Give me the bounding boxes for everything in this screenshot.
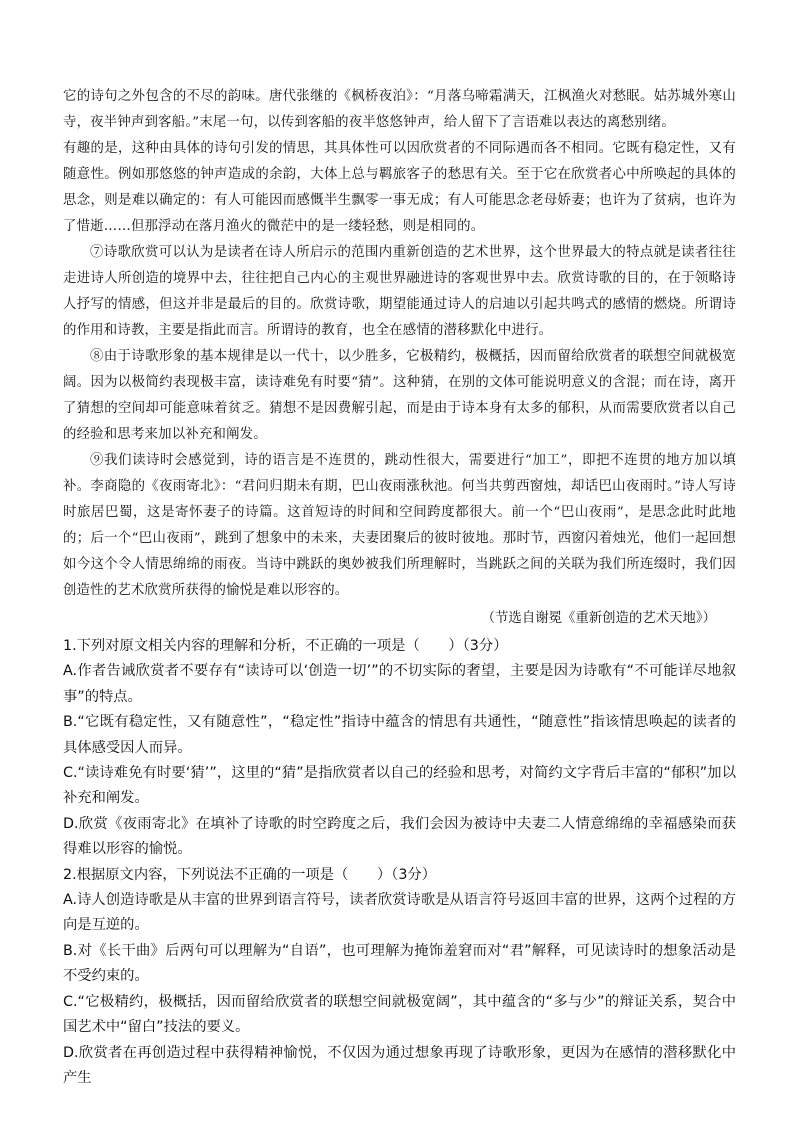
- question-2-option-a: A.诗人创造诗歌是从丰富的世界到语言符号，读者欣赏诗歌是从语言符号返回丰富的世界，这两个过程的方向是互逆的。: [63, 892, 736, 934]
- question-2-option-d: D.欣赏者在再创造过程中获得精神愉悦，不仅因为通过想象再现了诗歌形象，更因为在感情的潜移默化中产生: [63, 1044, 736, 1086]
- passage-paragraph-8: ⑧由于诗歌形象的基本规律是以一代十，以少胜多，它极精约，极概括，因而留给欣赏者的联想空间就极宽阔。因为以极简约表现极丰富，读诗难免有时要“猜”。这种猜，在别的文体可能说明意义的含混；而在诗，离开了猜想的空间却可能意味着贫乏。猜想不是因费解引起，而是由于诗本身有太多的郁积，从而需要欣赏者以自己的经验和思考来加以补充和阐发。: [63, 349, 736, 442]
- question-1-option-b: B.“它既有稳定性，又有随意性”，“稳定性”指诗中蕴含的情思有共通性，“随意性”指该情思唤起的读者的具体感受因人而异。: [63, 714, 736, 756]
- question-2-stem: 2.根据原文内容，下列说法不正确的一项是（ ）（3分）: [63, 866, 437, 883]
- question-2-option-b: B.对《长干曲》后两句可以理解为“自语”，也可理解为掩饰羞窘而对“君”解释，可见读诗时的想象活动是不受约束的。: [63, 942, 736, 985]
- passage-source: （节选自谢冕《重新创造的艺术天地》）: [481, 611, 716, 626]
- question-2-option-c: C.“它极精约，极概括，因而留给欣赏者的联想空间就极宽阔”，其中蕴含的“多与少”的辩证关系，契合中国艺术中“留白”技法的要义。: [63, 993, 736, 1036]
- passage-paragraph-continued-2: 有趣的是，这种由具体的诗句引发的情思，其具体性可以因欣赏者的不同际遇而各不相同。它既有稳定性，又有随意性。例如那悠悠的钟声造成的余韵，大体上总与羁旅客子的愁思有关。至于它在欣赏者心中所唤起的具体的思念，则是难以确定的：有人可能因而感慨半生飘零一事无成；有人可能思念老母娇妻；也许为了贫病，也许为了惜逝……但那浮动在落月渔火的微茫中的是一缕轻愁，则是相同的。: [63, 141, 736, 234]
- passage-paragraph-7: ⑦诗歌欣赏可以认为是读者在诗人所启示的范围内重新创造的艺术世界，这个世界最大的特点就是读者往往走进诗人所创造的境界中去，往往把自己内心的主观世界融进诗的客观世界中去。欣赏诗歌的目的，在于领略诗人抒写的情感，但这并非是最后的目的。欣赏诗歌，期望能通过诗人的启迪以引起共鸣式的感情的燃烧。所谓诗的作用和诗教，主要是指此而言。所谓诗的教育，也全在感情的潜移默化中进行。: [63, 245, 736, 338]
- question-1-option-a: A.作者告诫欣赏者不要存有“读诗可以‘创造一切’”的不切实际的奢望，主要是因为诗歌有“不可能详尽地叙事”的特点。: [63, 663, 736, 705]
- passage-paragraph-continued: 它的诗句之外包含的不尽的韵味。唐代张继的《枫桥夜泊》：“月落乌啼霜满天，江枫渔火对愁眠。姑苏城外寒山寺，夜半钟声到客船。”末尾一句，以传到客船的夜半悠悠钟声，给人留下了言语难以表达的离愁别绪。: [63, 89, 736, 130]
- reading-passage: [63, 84, 736, 604]
- question-1-stem: 1.下列对原文相关内容的理解和分析，不正确的一项是（ ）（3分）: [63, 638, 508, 654]
- question-section: [63, 634, 736, 1091]
- question-1-option-d: D.欣赏《夜雨寄北》在填补了诗歌的时空跨度之后，我们会因为被诗中夫妻二人情意绵绵的幸福感染而获得难以形容的愉悦。: [63, 815, 736, 858]
- question-1-option-c: C.“读诗难免有时要‘猜’”，这里的“猜”是指欣赏者以自己的经验和思考，对简约文字背后丰富的“郁积”加以补充和阐发。: [63, 765, 736, 807]
- passage-paragraph-9: ⑨我们读诗时会感觉到，诗的语言是不连贯的，跳动性很大，需要进行“加工”，即把不连贯的地方加以填补。李商隐的《夜雨寄北》：“君问归期未有期，巴山夜雨涨秋池。何当共剪西窗烛，却话巴山夜雨时。”诗人写诗时旅居巴蜀，这是寄怀妻子的诗篇。这首短诗的时间和空间跨度都很大。前一个“巴山夜雨”，是思念此时此地的；后一个“巴山夜雨”，跳到了想象中的未来，夫妻团聚后的彼时彼地。那时节，西窗闪着烛光，他们一起回想如今这个令人情思绵绵的雨夜。当诗中跳跃的奥妙被我们所理解时，当跳跃之间的关联为我们所连缀时，我们因创造性的艺术欣赏所获得的愉悦是难以形容的。: [63, 453, 736, 598]
